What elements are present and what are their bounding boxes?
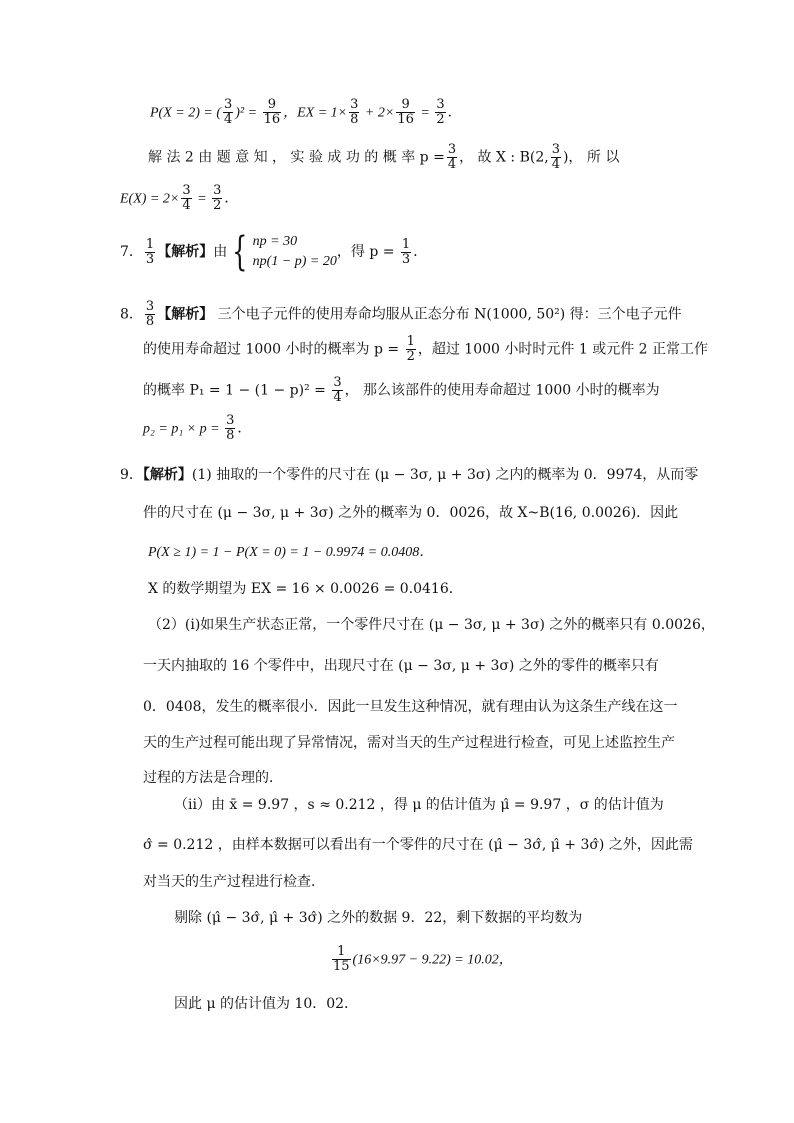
fraction: $\frac{9}{16}$ [397,97,414,127]
question-number: 7． [120,244,143,260]
fraction: $\frac{3}{4}$ [447,142,457,172]
question-9-line-14 [330,945,513,974]
question-9-line-1 [120,465,698,485]
text: ， 那么该部件的使用寿命超过 1000 小时的概率为 [344,382,660,399]
question-9-line-9 [143,768,283,788]
fraction: $\frac{1}{3}$ [401,236,411,267]
text: 剔除 (μ̂ − 3σ̂, μ̂ + 3σ̂) 之外的数据 9．22，剩下数据的平均数为 [174,910,583,926]
text: ，得 p = [336,244,399,260]
fraction: $\frac{1}{2}$ [406,334,415,364]
text: + 2× [361,105,395,121]
text: 天的生产过程可能出现了异常情况，需对当天的生产过程进行检查，可见上述监控生产 [143,735,675,751]
fraction: $\frac{1}{3}$ [145,236,155,267]
fraction: $\frac{3}{4}$ [182,183,191,213]
analysis-tag: 【解析】 [157,244,214,260]
question-9-line-8 [143,733,675,753]
text: (16×9.97 − 9.22) = 10.02， [352,952,513,968]
question-9-line-12 [143,872,325,892]
line-ex [120,184,238,213]
text: E(X) = 2× [120,191,180,207]
question-9-line-2 [143,503,678,523]
text: ，EX = 1× [283,105,348,121]
fraction: $\frac{3}{4}$ [333,375,342,405]
fraction: $\frac{3}{4}$ [551,142,560,172]
fraction: $\frac{3}{8}$ [226,413,235,443]
text: ，超过 1000 小时时元件 1 或元件 2 正常工作 [417,341,709,358]
analysis-tag: 【解析】 [142,467,192,483]
question-8-line-4 [143,414,251,443]
text: ． [224,190,239,207]
text: = [193,191,211,207]
question-8-line-3 [143,376,660,405]
analysis-tag: 【解析】 [157,306,214,323]
text: = [416,105,434,121]
text: P(X ≥ 1) = 1 − P(X = 0) = 1 − 0.9974 = 0.0408． [148,545,434,560]
text: (1) 抽取的一个零件的尺寸在 (μ − 3σ, μ + 3σ) 之内的概率为 0．9974，从而零 [191,467,699,483]
text: 件的尺寸在 (μ − 3σ, μ + 3σ) 之外的概率为 0．0026，故 X~B(16, 0.0026)．因此 [143,505,679,521]
question-9-line-5 [148,615,715,635]
text: ． [237,420,252,437]
fraction: $\frac{3}{2}$ [213,183,222,213]
text: 解 法 2 由 题 意 知 ， 实 验 成 功 的 概 率 p = [148,149,445,166]
fraction: $\frac{1}{15}$ [333,944,350,974]
text: （ii）由 x̄ = 9.97 ，s ≈ 0.212 ，得 μ 的估计值为 μ̂ = 9.97 ，σ 的估计值为 [174,797,664,813]
text: p₂ = p₁ × p = [143,421,224,437]
text: 0．0408，发生的概率很小．因此一旦发生这种情况，就有理由认为这条生产线在这一 [143,699,678,715]
question-9-line-15 [174,994,358,1014]
question-9-line-10 [174,795,664,815]
text: 由 [213,244,228,260]
text: 过程的方法是合理的． [143,770,283,786]
fraction: $\frac{9}{16}$ [263,97,281,127]
question-9-line-4 [148,579,463,599]
question-number: 8． [120,306,143,323]
fraction: $\frac{3}{8}$ [145,299,155,329]
question-9-line-11 [143,835,693,855]
text: 三个电子元件的使用寿命均服从正态分布 N(1000, 50²) 得：三个电子元件 [213,306,682,323]
fraction: $\frac{3}{4}$ [223,97,233,127]
line-px2 [150,98,462,127]
question-7 [120,229,428,275]
question-8-line-2 [143,335,708,364]
text: ． [413,244,428,260]
question-8-line-1 [120,300,682,329]
text: 对当天的生产过程进行检查． [143,874,325,890]
question-9-line-3 [148,542,433,563]
text: 一天内抽取的 16 个零件中，出现尺寸在 (μ − 3σ, μ + 3σ) 之外的零件的概率只有 [143,658,659,674]
equation-system: np = 30 np(1 − p) = 20 [252,234,337,269]
question-9-line-7 [143,697,678,717]
text: σ̂ = 0.212 ，由样本数据可以看出有一个零件的尺寸在 (μ̂ − 3σ̂, μ̂ + 3σ̂) 之外，因此需 [143,837,693,853]
question-9-line-6 [143,656,659,676]
fraction: $\frac{3}{2}$ [436,97,445,127]
text: 因此 μ 的估计值为 10．02． [174,996,359,1012]
question-9-line-13 [174,908,582,928]
text: X 的数学期望为 EX = 16 × 0.0026 = 0.0416． [148,581,463,597]
text: 的使用寿命超过 1000 小时的概率为 p = [143,341,404,358]
question-number: 9． [120,467,143,483]
text: 的概率 P₁ = 1 − (1 − p)² = [143,382,331,399]
text: ． [447,104,462,121]
text: )， 所 以 [562,149,620,166]
fraction: $\frac{3}{8}$ [350,97,359,127]
text: P(X = 2) = ( [150,105,221,121]
text: )² = [235,105,261,121]
brace: { [232,229,248,275]
text: ， 故 X : B(2, [459,149,549,166]
text: （2）(i)如果生产状态正常，一个零件尺寸在 (μ − 3σ, μ + 3σ) 之外的概率只有 0.0026， [148,617,715,633]
line-method2 [148,143,619,172]
